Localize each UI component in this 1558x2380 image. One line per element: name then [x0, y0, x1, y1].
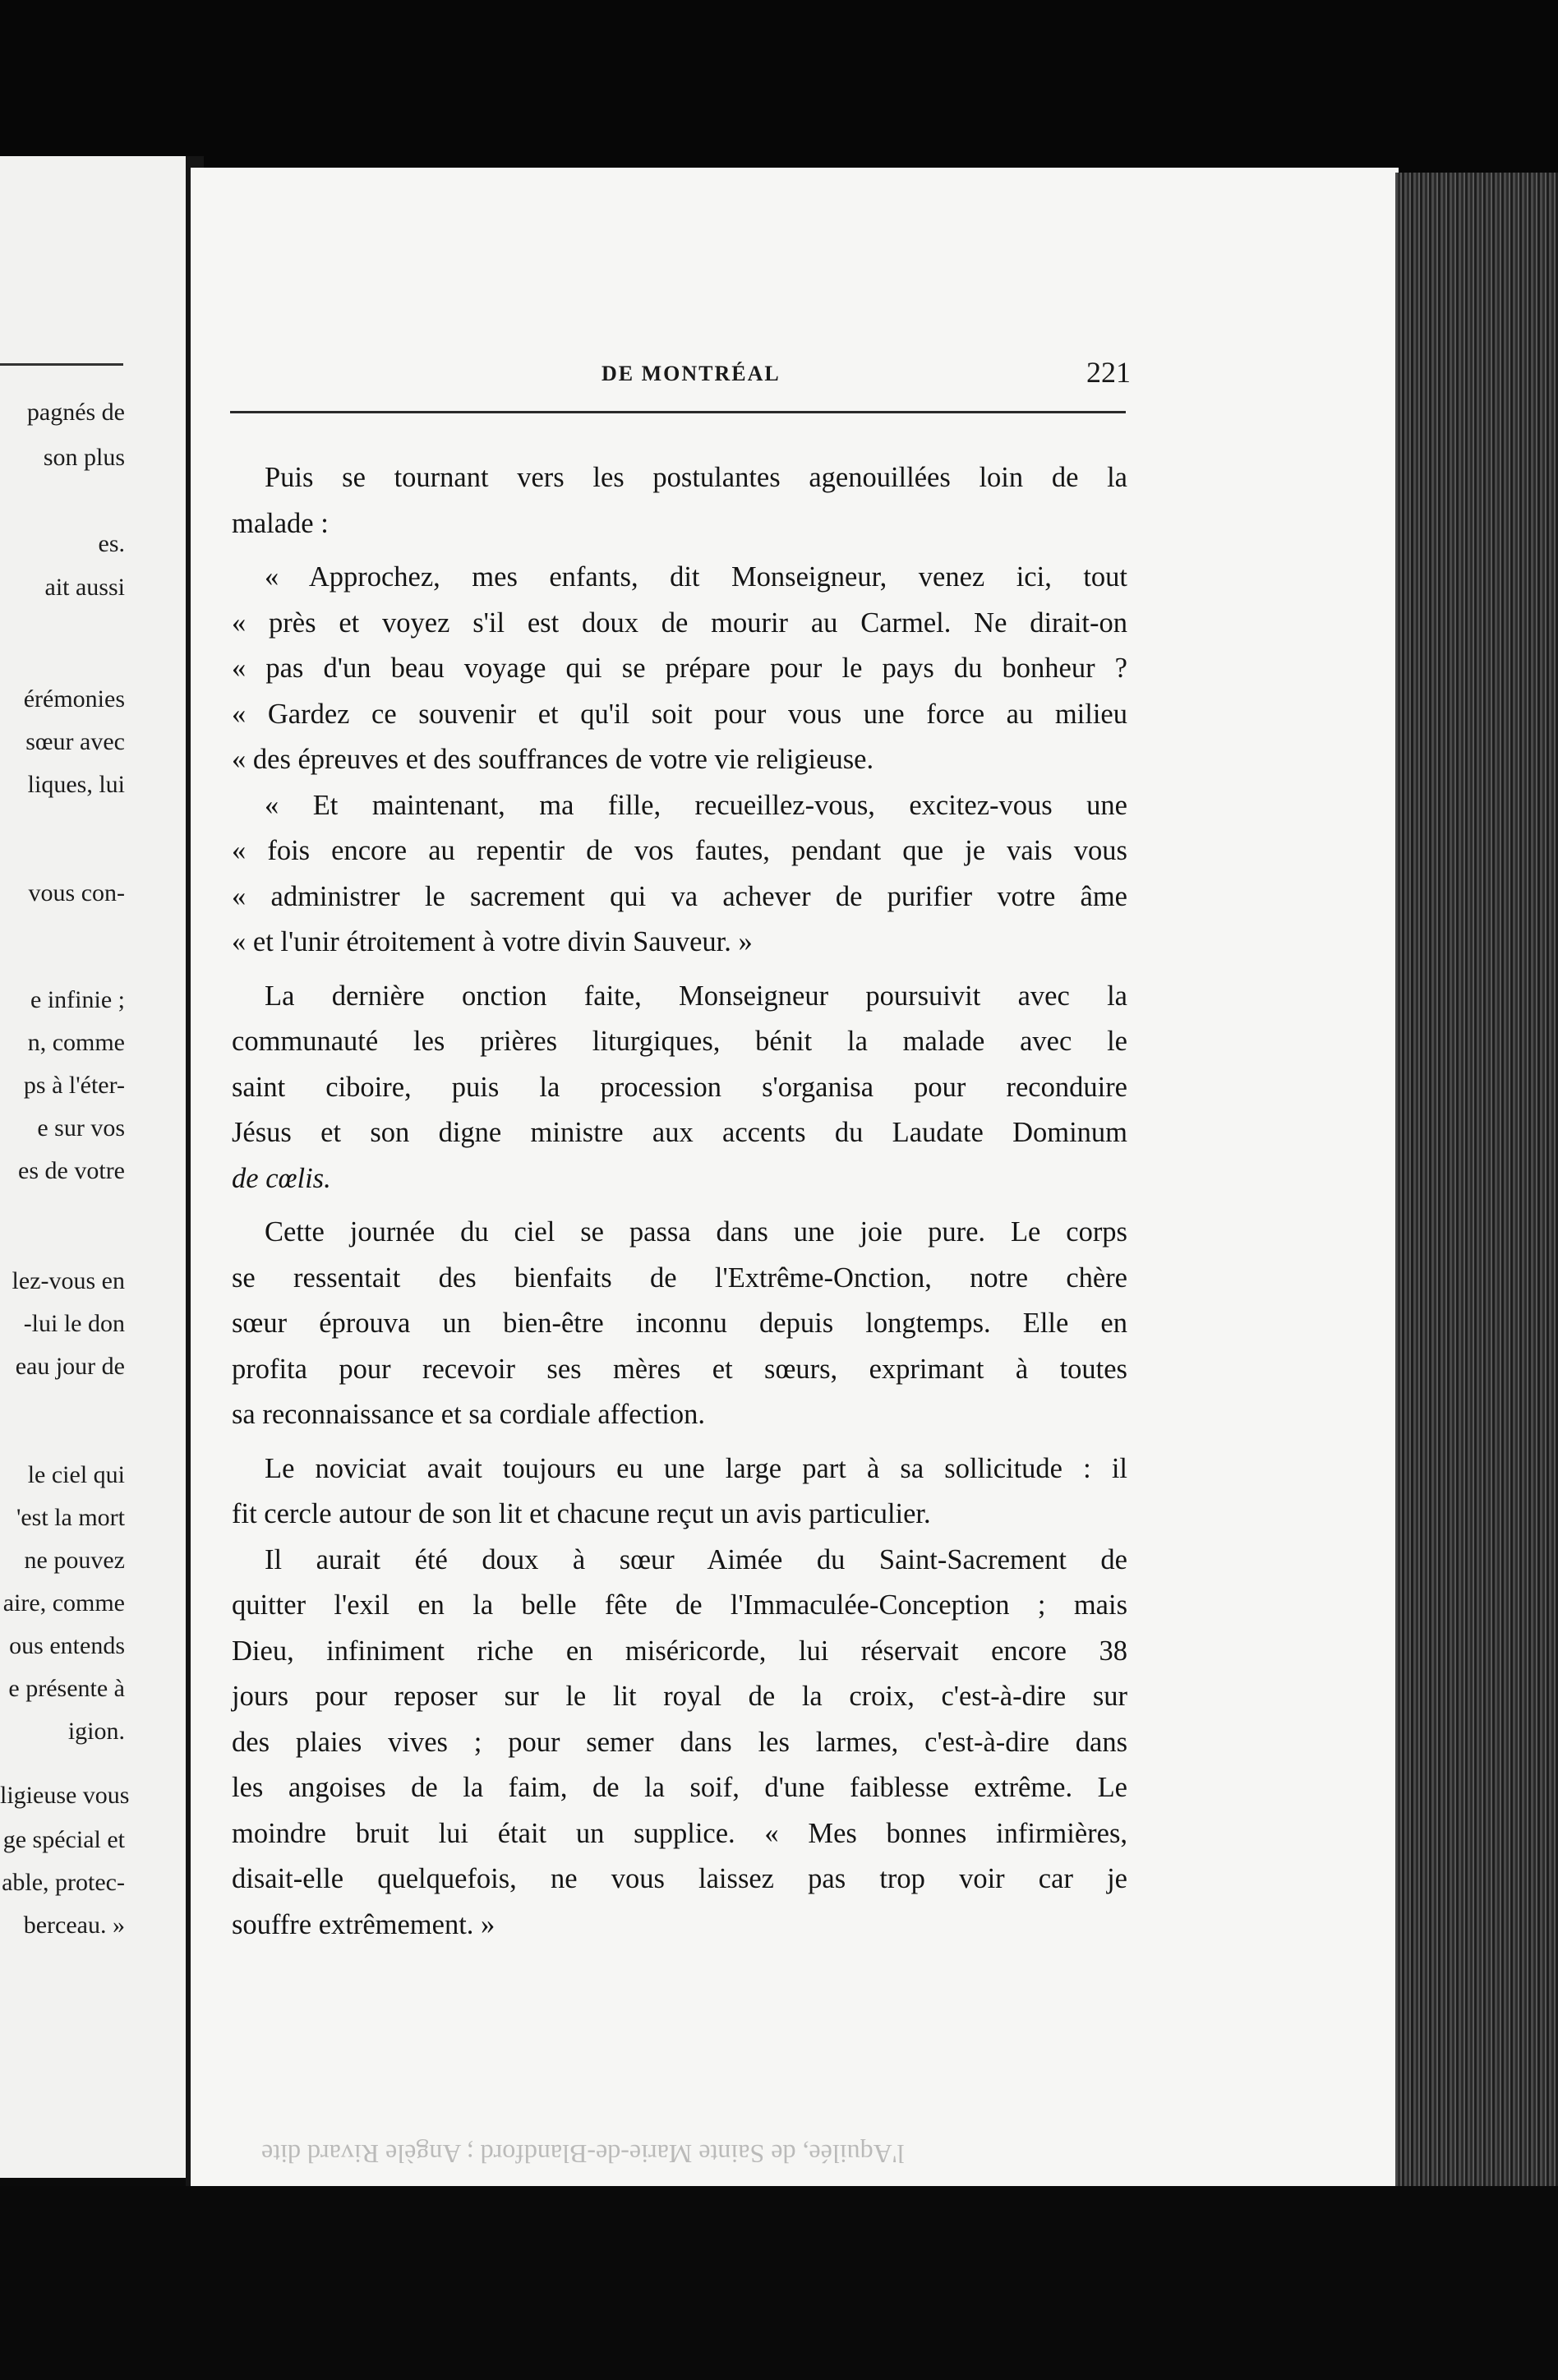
text-line: « pas d'un beau voyage qui se prépare pour le pays du bonheur ?: [232, 653, 1127, 684]
left-page-line: son plus: [43, 444, 125, 471]
bleed-through-text: l'Aquilée, de Sainte Marie-de-Blandford ; Angèle Rivard dite: [261, 2139, 905, 2169]
text-line: « administrer le sacrement qui va achever de purifier votre âme: [232, 880, 1127, 912]
left-page-line: -lui le don: [23, 1310, 125, 1337]
left-page-line: es de votre: [18, 1157, 125, 1184]
left-page-line: ous entends: [9, 1632, 125, 1659]
left-page-line: ne pouvez: [24, 1547, 125, 1574]
left-page-line: vous con-: [28, 879, 125, 906]
running-head-title: DE MONTRÉAL: [602, 362, 781, 385]
page-number: 221: [1086, 356, 1131, 389]
text-line: moindre bruit lui était un supplice. « Mes bonnes infirmières,: [232, 1817, 1127, 1849]
left-page-line: pagnés de: [26, 399, 125, 426]
text-line: « et l'unir étroitement à votre divin Sauveur. »: [232, 926, 753, 957]
text-line: Jésus et son digne ministre aux accents du Laudate Dominum: [232, 1117, 1127, 1148]
left-page-line: e infinie ;: [30, 986, 125, 1013]
text-line: les angoises de la faim, de la soif, d'une faiblesse extrême. Le: [232, 1772, 1127, 1803]
text-line: des plaies vives ; pour semer dans les larmes, c'est-à-dire dans: [232, 1726, 1127, 1758]
left-page-line: e présente à: [8, 1675, 125, 1702]
text-line: « Et maintenant, ma fille, recueillez-vous, excitez-vous une: [265, 789, 1127, 821]
scan-background-top: [0, 0, 1558, 177]
left-page-rule: [0, 363, 123, 366]
left-page-line: 'est la mort: [16, 1504, 125, 1531]
left-page-line: aire, comme: [2, 1589, 125, 1617]
text-line: Le noviciat avait toujours eu une large part à sa sollicitude : il: [265, 1452, 1127, 1484]
left-facing-page: [0, 156, 196, 2178]
book-page: [191, 168, 1399, 2189]
text-line: se ressentait des bienfaits de l'Extrême-Onction, notre chère: [232, 1261, 1127, 1294]
text-line: fit cercle autour de son lit et chacune reçut un avis particulier.: [232, 1498, 931, 1529]
header-rule: [230, 411, 1126, 413]
text-line: quitter l'exil en la belle fête de l'Immaculée-Conception ; mais: [232, 1589, 1127, 1621]
left-page-line: le ciel qui: [27, 1461, 125, 1488]
left-page-line: ait aussi: [44, 574, 125, 601]
text-line: « des épreuves et des souffrances de votre vie religieuse.: [232, 744, 874, 775]
left-page-line: ge spécial et: [2, 1826, 125, 1853]
text-line: sa reconnaissance et sa cordiale affection.: [232, 1399, 705, 1430]
text-line: sœur éprouva un bien-être inconnu depuis longtemps. Elle en: [232, 1308, 1127, 1339]
text-line: « fois encore au repentir de vos fautes, pendant que je vais vous: [232, 835, 1127, 866]
text-line: Cette journée du ciel se passa dans une joie pure. Le corps: [265, 1216, 1127, 1248]
text-line: communauté les prières liturgiques, bénit la malade avec le: [232, 1026, 1127, 1057]
scan-background-bottom: [0, 2186, 1558, 2380]
text-line: La dernière onction faite, Monseigneur poursuivit avec la: [265, 980, 1127, 1012]
left-page-line: es.: [98, 530, 125, 557]
left-page-line: lez-vous en: [12, 1267, 125, 1294]
text-line: Il aurait été doux à sœur Aimée du Saint-Sacrement de: [265, 1543, 1127, 1575]
left-page-line: érémonies: [23, 685, 125, 713]
text-line: profita pour recevoir ses mères et sœurs, exprimant à toutes: [232, 1353, 1127, 1385]
left-page-line: berceau. »: [23, 1912, 125, 1939]
body-text: [232, 455, 1127, 1948]
left-page-line: eau jour de: [15, 1353, 125, 1380]
text-line: disait-elle quelquefois, ne vous laissez pas trop voir car je: [232, 1863, 1127, 1894]
text-line: jours pour reposer sur le lit royal de la croix, c'est-à-dire sur: [232, 1681, 1127, 1712]
left-page-line: igion.: [67, 1718, 125, 1745]
text-line: « Approchez, mes enfants, dit Monseigneur, venez ici, tout: [265, 561, 1127, 593]
text-line: saint ciboire, puis la procession s'organisa pour reconduire: [232, 1071, 1127, 1103]
text-line: Dieu, infiniment riche en miséricorde, lui réservait encore 38: [232, 1635, 1127, 1667]
text-line: Puis se tournant vers les postulantes agenouillées loin de la: [265, 462, 1127, 493]
text-line: souffre extrêmement. »: [232, 1908, 496, 1940]
left-page-line: ps à l'éter-: [23, 1072, 125, 1099]
page-edges: [1395, 173, 1558, 2194]
left-page-line: n, comme: [27, 1029, 125, 1056]
text-line: malade :: [232, 507, 329, 539]
text-line: « près et voyez s'il est doux de mourir au Carmel. Ne dirait-on: [232, 607, 1127, 639]
left-page-line: able, protec-: [2, 1869, 125, 1896]
text-line: de cœlis.: [232, 1162, 331, 1194]
left-page-line: ligieuse vous: [0, 1782, 130, 1809]
text-line: « Gardez ce souvenir et qu'il soit pour vous une force au milieu: [232, 698, 1127, 730]
left-page-line: e sur vos: [37, 1114, 125, 1142]
left-page-line: sœur avec: [25, 728, 125, 755]
left-page-line: liques, lui: [27, 771, 125, 798]
running-head: [191, 355, 1399, 396]
